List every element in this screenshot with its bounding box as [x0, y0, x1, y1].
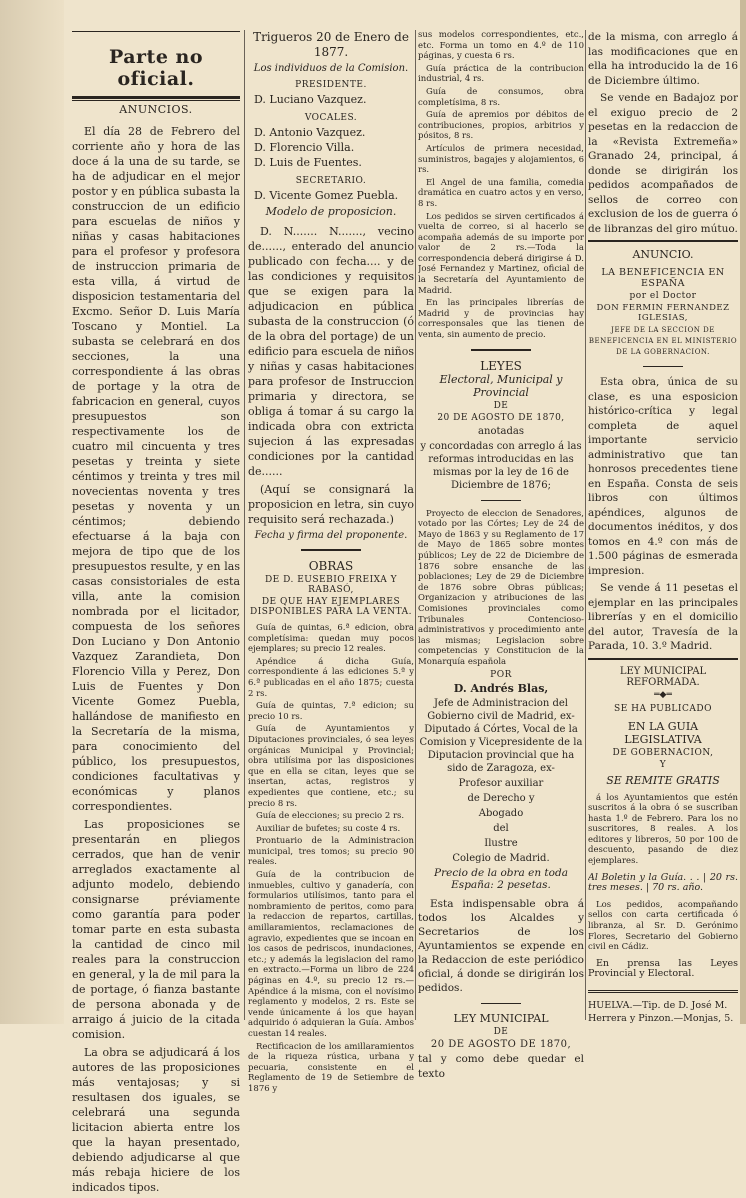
- page-edge: [740, 0, 746, 1024]
- model-label: Modelo de proposicion.: [265, 205, 397, 218]
- leyes-date: 20 DE AGOSTO DE 1870,: [437, 412, 565, 423]
- leyes-description: y concordadas con arreglo á las reformas introducidas en las mismas por la ley de 16 de Diciembre de 1876;: [420, 440, 582, 491]
- divider: [301, 549, 361, 551]
- ley-reformada: LEY MUNICIPAL REFORMADA.: [619, 665, 707, 688]
- divider: [72, 96, 240, 99]
- ley-date: 20 DE AGOSTO DE 1870,: [430, 1038, 572, 1050]
- ley-de: DE: [493, 1026, 509, 1037]
- indispensable-note: Esta indispensable obra á todos los Alcaldes y Secretarios de los Ayuntamientos se expende en la Redaccion de este periódico oficial, á donde se dirigirán los pedidos.: [418, 897, 584, 994]
- doctor-name: DON FERMIN FERNANDEZ IGLESIAS,: [596, 303, 730, 323]
- obras-item: Guía práctica de la contribucion industrial, 4 rs.: [418, 63, 584, 85]
- gobernacion: DE GOBERNACION,: [612, 747, 714, 758]
- obras-item: Los pedidos se sirven certificados á vuelta de correo, si al hacerlo se acompaña además de su importe por valor de 2 rs.—Toda la correspondencia deberá dirigirse á D. José Fernandez y Martinez, oficial de la Secretaría del Ayuntamiento de Madrid.: [418, 211, 584, 296]
- por-doctor: por el Doctor: [629, 291, 697, 301]
- obras-item: sus modelos correspondientes, etc., etc. Forma un tomo en 4.º de 110 páginas, y cuesta 6 rs.: [418, 30, 584, 62]
- obras-item: El Angel de una familia, comedia dramática en cuatro actos y en verso, 8 rs.: [418, 177, 584, 209]
- leyes-de: DE: [493, 400, 509, 411]
- secretary-label: SECRETARIO.: [295, 176, 367, 186]
- author-desc: Abogado: [478, 807, 524, 819]
- obras-item: Apéndice á dicha Guía, correspondiente á las ediciones 5.ª y 6.ª publicadas en el año 1875; cuesta 2 rs.: [248, 656, 414, 699]
- model-note: (Aquí se consignará la proposicion en letra, sin cuyo requisito será rechazada.): [248, 483, 414, 526]
- obras-item: En las principales librerías de Madrid y de provincias hay corresponsales que las tienen de venta, sin aumento de precio.: [418, 298, 584, 341]
- paragraph: El día 28 de Febrero del corriente año y hora de las doce á la una de su tarde, se ha de adjudicar en el mejor postor y en pública subasta la construccion de un edificio para escuelas de niños y niñas y casas habitaciones para el profesor y profesora de instruccion primaria de esta villa, á virtud de disposicion testamentaria del Excmo. Señor D. Luis María Toscano y Montiel. La subasta se celebrará en dos secciones, la una correspondiente á las obras de portage y la otra de fabricacion en general, cuyos presupuestos son respectivamente los de cuatro mil cincuenta y tres pesetas y treinta y siete céntimos y treinta y tres mil novecientas noventa y tres pesetas y noventa y un céntimos; debiendo efectuarse á la baja con mejora de tipo que de los presupuestos resulte, y en las casas consistoriales de esta villa, ante la comision nombrada por el licitador, compuesta de los señores Don Luciano y Don Antonio Vazquez Zarandieta, Don Florencio Villa y Perez, Don Luis de Fuentes y Don Vicente Gomez Puebla, hallándose de manifiesto en la Secretaría de la misma, para conocimiento del público, los presupuestos, condiciones facultativas y económicas y planos correspondientes.: [72, 125, 240, 813]
- obras-title: OBRAS: [308, 559, 354, 573]
- paragraph: Esta obra, única de su clase, es una esposicion histórico-crítica y legal completa de aquel importante servicio administrativo que tan honrosos precedentes tiene en España. Consta de seis libros con últimos apéndices, algunos de documentos inéditos, y dos tomos en 4.º con más de 1.500 páginas de esmerada impresion.: [588, 376, 738, 577]
- ley-tail: tal y como debe quedar el texto: [418, 1052, 584, 1080]
- author-name: D. Andrés Blas,: [453, 681, 549, 695]
- model-text: D. N....... N......., vecino de......, enterado del anuncio publicado con fecha.... y de las condiciones y requisitos que se exigen para la adjudicacion en pública subasta de la construccion (ó de la obra del portage) de un edificio para escuela de niños y niñas y casas habitaciones para profesor de Instruccion primaria y directora, se obliga á tomar á su cargo la indicada obra con extricta sujecion á las expresadas condiciones por la cantidad de......: [248, 225, 414, 478]
- paragraph: Las proposiciones se presentarán en pliegos cerrados, que han de venir arreglados exactamente al adjunto modelo, debiendo consignarse préviamente como garantía para poder tomar parte en esta subasta la cantidad de cinco mil reales para la construccion en general, y la de mil para la de portage, ó fianza bastante de persona abonada y de arraigo á juicio de la citada comision.: [72, 818, 240, 1041]
- anuncio-heading: ANUNCIO.: [632, 248, 694, 261]
- column-rule: [585, 30, 586, 1020]
- obras-item: Artículos de primera necesidad, suministros, bagajes y alojamientos, 6 rs.: [418, 143, 584, 176]
- vocal-name: D. Antonio Vazquez.: [254, 126, 366, 139]
- author-desc: de Derecho y: [467, 792, 535, 804]
- vocal-name: D. Luis de Fuentes.: [254, 156, 362, 169]
- obras-item: Guía de quintas, 7.ª edicion; su precio 10 rs.: [248, 701, 414, 722]
- secretary-name: D. Vicente Gomez Puebla.: [254, 189, 399, 202]
- divider: [481, 500, 521, 501]
- boletin-price: Al Boletin y la Guía. . . | 20 rs. tres meses. | 70 rs. año.: [588, 871, 738, 894]
- obras-item: Guía de consumos, obra completísima, 8 rs.: [418, 86, 584, 108]
- author-desc: Jefe de Administracion del Gobierno civil de Madrid, ex-Diputado á Córtes, Vocal de la Comision y Vicepresidente de la Diputacion provincial que ha sido de Zaragoza, ex-: [419, 697, 583, 774]
- anuncios-heading: ANUNCIOS.: [119, 103, 193, 116]
- y-label: Y: [659, 759, 667, 770]
- leyes-title: LEYES: [480, 358, 522, 373]
- section-title: Parte no oficial.: [108, 46, 204, 90]
- divider: [72, 100, 240, 101]
- paragraph: En prensa las Leyes Provincial y Electoral.: [588, 957, 738, 980]
- por-label: POR: [490, 669, 512, 680]
- column-3: [418, 30, 584, 1085]
- paragraph: Los pedidos, acompañando sellos con carta certificada ó libranza, al Sr. D. Gerónimo Flores, Secretario del Gobierno civil en Cádiz.: [588, 899, 738, 953]
- paragraph: La obra se adjudicará á los autores de las proposiciones más ventajosas; y si resultasen dos iguales, se celebrará una segunda licitacion abierta entre los que la hayan presentado, debiendo adjudicarse al que más rebaja hiciere de los indicados tipos.: [72, 1046, 240, 1194]
- date-line: Trigueros 20 de Enero de 1877.: [253, 30, 409, 59]
- column-4: [588, 30, 738, 982]
- president-label: PRESIDENTE.: [295, 80, 367, 90]
- obras-item: Guía de elecciones; su precio 2 rs.: [256, 811, 405, 822]
- divider: [471, 349, 531, 351]
- obras-item: Rectificacion de los amillaramientos de la riqueza rústica, urbana y pecuaria, consistente en el Reglamento de 19 de Setiembre de 1876 y: [248, 1041, 414, 1094]
- obras-item: Guía de quintas, 6.ª edicion, obra completísima: quedan muy pocos ejemplares; su precio 12 reales.: [248, 623, 414, 655]
- obras-item: Prontuario de la Administracion municipal, tres tomos; su precio 90 reales.: [248, 836, 414, 868]
- page-margin: [0, 0, 64, 1024]
- column-rule: [415, 30, 416, 1020]
- author-desc: Colegio de Madrid.: [452, 852, 550, 864]
- author-desc: Profesor auxiliar: [458, 777, 544, 789]
- column-2: [248, 30, 414, 1097]
- vocal-name: D. Florencio Villa.: [254, 141, 355, 154]
- divider: [588, 658, 738, 660]
- model-sign: Fecha y firma del proponente.: [254, 530, 408, 541]
- divider: [481, 1003, 521, 1004]
- author-desc: Ilustre: [484, 837, 518, 849]
- president-name: D. Luciano Vazquez.: [254, 93, 367, 106]
- signers-label: Los individuos de la Comision.: [253, 63, 409, 74]
- imprint-footer: HUELVA.—Tip. de D. José M. Herrera y Pinzon.—Monjas, 5.: [588, 990, 738, 1025]
- leyes-subtitle: Electoral, Municipal y Provincial: [439, 372, 563, 399]
- vocales-label: VOCALES.: [304, 113, 358, 123]
- paragraph: Se vende á 11 pesetas el ejemplar en las principales librerías y en el domicilio del autor, Travesía de la Parada, 10. 3.º Madrid.: [588, 582, 738, 652]
- obras-item: Guía de apremios por débitos de contribuciones, propios, arbitrios y pósitos, 8 rs.: [418, 110, 584, 142]
- jefe-desc: JEFE DE LA SECCION DE BENEFICENCIA EN EL MINISTERIO DE LA GOBERNACION.: [588, 326, 738, 356]
- ley-municipal-title: LEY MUNICIPAL: [453, 1011, 549, 1025]
- obras-item: Guía de la contribucion de inmuebles, cultivo y ganadería, con formularios utilísimos, tanto para el nombramiento de peritos, como para la redaccion de repartos, cartillas, amillaramientos, reclamaciones de agravio, expedientes que se incoan en los casos de pedriscos, inundaciones, etc.; y además la legislacion del ramo en extracto.—Forma un libro de 224 páginas en 4.º, su precio 12 rs.—Apéndice á la misma, con el novísimo reglamento y modelos, 2 rs. Este se vende únicamente á los que hayan adquirido ó adquieran la Guía. Ambos cuestan 14 reales.: [248, 870, 414, 1039]
- guia-legislativa: EN LA GUIA LEGISLATIVA: [624, 719, 702, 746]
- obras-subtitle: DE QUE HAY EJEMPLARES DISPONIBLES PARA LA VENTA.: [249, 597, 412, 617]
- divider: [588, 240, 738, 242]
- fleuron-ornament: ═◆═: [654, 689, 672, 700]
- paragraph: de la misma, con arreglo á las modificaciones que en ella ha introducido la de 16 de Diciembre último.: [588, 31, 738, 87]
- beneficencia-title: LA BENEFICENCIA EN ESPAÑA: [601, 267, 725, 289]
- leyes-annotated: anotadas: [478, 425, 524, 437]
- obras-item: Auxiliar de bufetes; su coste 4 rs.: [256, 823, 401, 834]
- obras-item: Guía de Ayuntamientos y Diputaciones provinciales, ó sea leyes orgánicas Municipal y Provincial; obra utilísima por las disposiciones que en ella se citan, leyes que se insertan, actas, registros y expedientes que contiene, etc.; su precio 8 rs.: [248, 724, 414, 809]
- price: Precio de la obra en toda España: 2 pesetas.: [434, 866, 568, 891]
- obras-author: DE D. EUSEBIO FREIXA Y RABASÓ,: [264, 575, 398, 595]
- paragraph: á los Ayuntamientos que estén suscritos á la obra ó se suscriban hasta 1.º de Febrero. Para los no suscritores, 8 reales. A los editores y libreros, 50 por 100 de descuento, pasando de diez ejemplares.: [588, 792, 738, 867]
- column-1: [72, 30, 240, 1198]
- publicado: SE HA PUBLICADO: [614, 703, 712, 714]
- divider: [643, 366, 683, 367]
- divider: [72, 31, 240, 32]
- paragraph: Se vende en Badajoz por el exiguo precio de 2 pesetas en la redaccion de la «Revista Extremeña» Granado 24, principal, á donde se dirigirán los pedidos acompañados de sellos de correo con exclusion de los de guerra ó de libranzas del giro mútuo.: [588, 92, 738, 235]
- remite-gratis: SE REMITE GRATIS: [606, 773, 720, 787]
- leyes-body: Proyecto de eleccion de Senadores, votado por las Córtes; Ley de 24 de Mayo de 1863 y su Reglamento de 17 de Mayo de 1865 sobre montes públicos; Ley de 22 de Diciembre de 1876 sobre ensanche de las poblaciones; Ley de 29 de Diciembre de 1876 sobre Obras públicas; Organizacion y atribuciones de las Comisiones provinciales como Tribunales Contencioso-administrativos y procedimiento ante las mismas; Legislacion sobre competencias y Constitucion de la Monarquía española: [418, 508, 584, 667]
- column-rule: [244, 30, 245, 1020]
- author-desc: del: [493, 822, 509, 834]
